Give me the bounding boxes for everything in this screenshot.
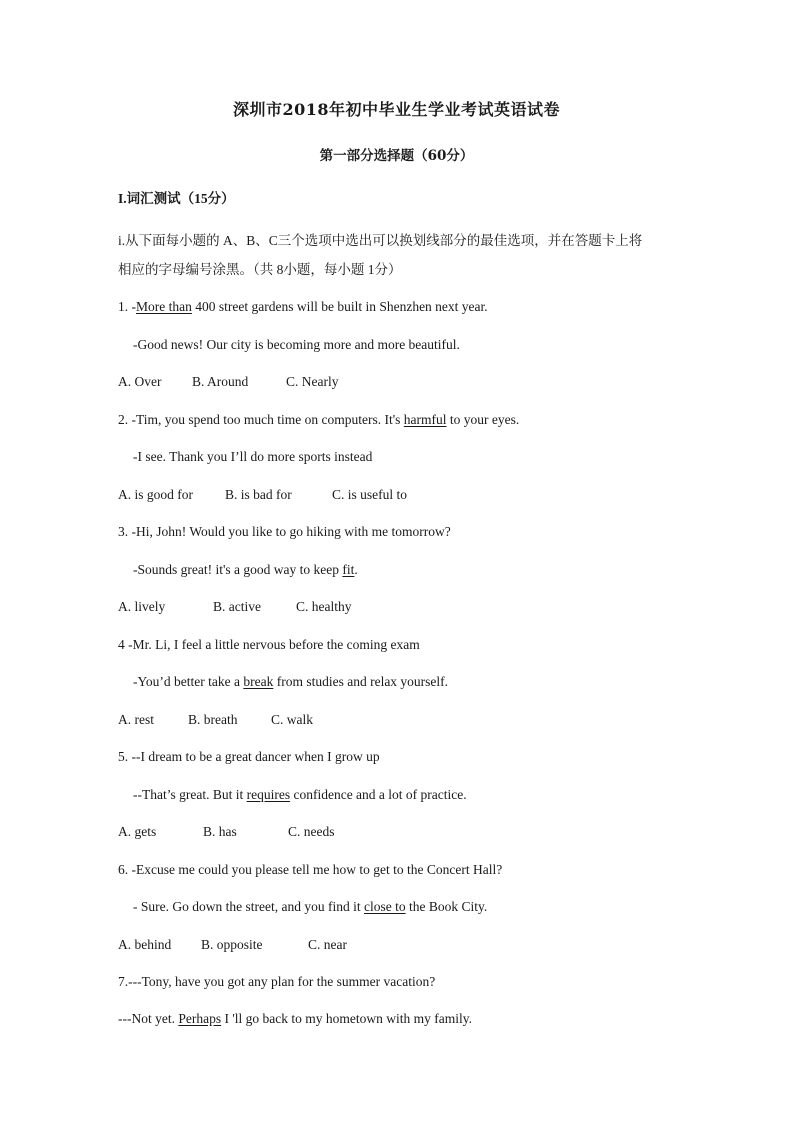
option-a: A. is good for bbox=[118, 486, 193, 502]
underlined-word: close to bbox=[363, 899, 406, 914]
question-text: 6. -Excuse me could you please tell me how to get to the Concert Hall? bbox=[118, 861, 503, 877]
question-5-line-1 bbox=[118, 749, 380, 765]
question-text-end: to your eyes. bbox=[446, 411, 520, 427]
question-3-line-1 bbox=[118, 524, 451, 540]
option-a: A. rest bbox=[118, 711, 154, 727]
question-6-line-1 bbox=[118, 862, 502, 878]
response-text-end: the Book City. bbox=[405, 899, 488, 914]
response-text-end: from studies and relax yourself. bbox=[273, 674, 449, 689]
question-7-text: ---Not yet. bbox=[118, 1011, 179, 1026]
question-text: 5. --I dream to be a great dancer when I grow up bbox=[118, 749, 380, 764]
part-heading: 第一部分选择题（60分） bbox=[319, 148, 474, 164]
question-text: 1. - bbox=[118, 299, 136, 314]
response-text-end: . bbox=[354, 561, 358, 577]
question-7-line-1: 7.---Tony, have you got any plan for the summer vacation? bbox=[118, 974, 436, 989]
option-b: B. active bbox=[213, 599, 261, 614]
option-a: A. Over bbox=[118, 374, 162, 389]
question-6-line-2 bbox=[133, 899, 487, 915]
question-7-text-end: I 'll go back to my hometown with my family. bbox=[221, 1011, 473, 1026]
option-a: A. gets bbox=[118, 824, 157, 839]
instructions-line-2: 相应的字母编号涂黑。（共 8小题，每小题 1分） bbox=[118, 262, 402, 277]
response-text: - Sure. Go down the street, and you find it bbox=[133, 899, 364, 914]
question-4-line-2 bbox=[133, 674, 448, 690]
option-a: A. behind bbox=[118, 936, 172, 952]
question-text: 3. -Hi, John! Would you like to go hiking with me tomorrow? bbox=[118, 524, 451, 539]
option-a: A. lively bbox=[118, 599, 166, 614]
question-text-end: 400 street gardens will be built in Shenzhen next year. bbox=[191, 299, 488, 314]
underlined-word: harmful bbox=[403, 411, 447, 427]
option-b: B. opposite bbox=[201, 936, 263, 952]
option-b: B. has bbox=[203, 824, 237, 839]
underlined-word: More than bbox=[136, 299, 192, 314]
option-c: C. near bbox=[308, 936, 347, 952]
option-c: C. healthy bbox=[296, 599, 352, 614]
response-text: -You’d better take a bbox=[133, 674, 244, 689]
underlined-word: break bbox=[243, 674, 274, 689]
response-text: --That’s great. But it bbox=[133, 786, 247, 802]
instructions-line-1: i.从下面每小题的 A、B、C三个选项中选出可以换划线部分的最佳选项，并在答题卡上将 bbox=[118, 233, 643, 248]
question-3-line-2 bbox=[133, 562, 358, 578]
response-text: -Sounds great! it's a good way to keep bbox=[133, 561, 343, 577]
option-c: C. Nearly bbox=[286, 374, 339, 389]
option-c: C. walk bbox=[271, 711, 313, 727]
response-text: -I see. Thank you I’ll do more sports instead bbox=[133, 449, 373, 464]
underlined-word: requires bbox=[246, 786, 291, 802]
question-text: 4 -Mr. Li, I feel a little nervous before the coming exam bbox=[118, 636, 420, 652]
question-7-line-2 bbox=[118, 1011, 472, 1027]
underlined-word: Perhaps bbox=[178, 1011, 222, 1026]
question-5-line-2 bbox=[133, 787, 467, 803]
option-b: B. Around bbox=[192, 374, 249, 389]
response-text: -Good news! Our city is becoming more and more beautiful. bbox=[133, 336, 460, 352]
question-2-line-2 bbox=[133, 449, 372, 465]
page-title: 深圳市2018年初中毕业生学业考试英语试卷 bbox=[232, 100, 561, 119]
response-text-end: confidence and a lot of practice. bbox=[290, 786, 467, 802]
question-1-line-2 bbox=[133, 337, 460, 353]
question-4-line-1 bbox=[118, 637, 420, 653]
option-c: C. is useful to bbox=[332, 486, 408, 502]
underlined-word: fit bbox=[342, 561, 355, 577]
option-b: B. breath bbox=[188, 711, 238, 727]
option-b: B. is bad for bbox=[225, 486, 292, 502]
section-heading: I.词汇测试（15分） bbox=[118, 191, 235, 206]
question-text: 2. -Tim, you spend too much time on computers. It's bbox=[118, 411, 404, 427]
question-2-line-1 bbox=[118, 412, 519, 428]
question-1-line-1 bbox=[118, 299, 488, 315]
option-c: C. needs bbox=[288, 824, 335, 839]
